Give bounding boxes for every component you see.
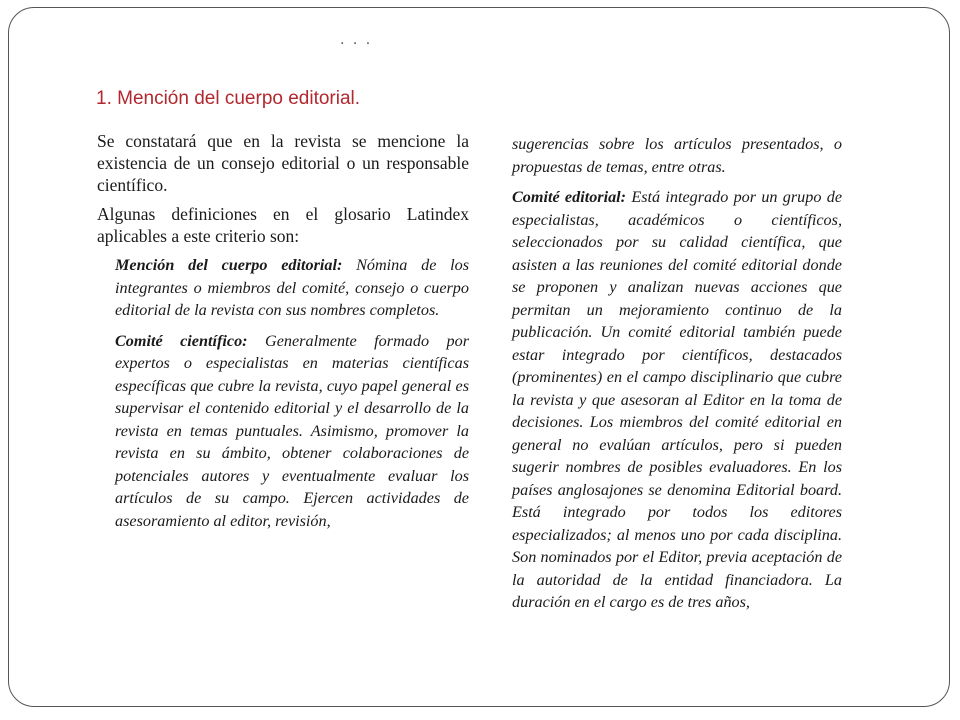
definition-continuation: sugerencias sobre los artículos presentados, o propuestas de temas, entre otras.	[512, 135, 842, 176]
cut-off-text-fragment: · · ·	[340, 36, 373, 48]
left-column	[97, 130, 469, 540]
intro-paragraph: Se constatará que en la revista se mencione la existencia de un consejo editorial o un responsable científico.	[97, 131, 469, 195]
definitions-intro-paragraph: Algunas definiciones en el glosario Latindex aplicables a este criterio son:	[97, 204, 469, 246]
definition-comite-cientifico	[115, 330, 469, 533]
right-column	[512, 133, 842, 622]
section-heading: 1. Mención del cuerpo editorial.	[96, 88, 361, 109]
definition-text: Nómina de los integrantes o miembros del comité, consejo o cuerpo editorial de la revista con sus nombres completos.	[115, 256, 470, 319]
definition-term: Mención del cuerpo editorial:	[115, 256, 343, 274]
definition-term: Comité editorial:	[512, 188, 627, 206]
definition-term: Comité científico:	[115, 331, 248, 350]
definition-text: Generalmente formado por expertos o especialistas en materias científicas específicas que cubre la revista, cuyo papel general es supervisar el contenido editorial y el desarrollo de la revista en temas puntuales. Asimismo, promover la revista en su ámbito, obtener colaboraciones de potenciales autores y eventualmente evaluar los artículos de su campo. Ejercen actividades de asesoramiento al editor, revisión,	[115, 331, 470, 530]
definition-comite-editorial	[512, 186, 842, 614]
definition-cuerpo-editorial	[115, 254, 469, 322]
definition-text: Está integrado por un grupo de especialistas, académicos o científicos, seleccionados por su calidad científica, que asisten a las reuniones del comité editorial donde se proponen y analizan nuevas acciones que permitan un mejoramiento continuo de la publicación. Un comité editorial también puede estar integrado por científicos, destacados (prominentes) en el campo disciplinario que cubre la revista y que asesoran al Editor en la toma de decisiones. Los miembros del comité editorial en general no evalúan artículos, pero si pueden sugerir nombres de posibles evaluadores. En los países anglosajones se denomina Editorial board. Está integrado por todos los editores especializados; al menos uno por cada disciplina. Son nominados por el Editor, previa aceptación de la autoridad de la entidad financiadora. La duración en el cargo es de tres años,	[512, 188, 842, 611]
